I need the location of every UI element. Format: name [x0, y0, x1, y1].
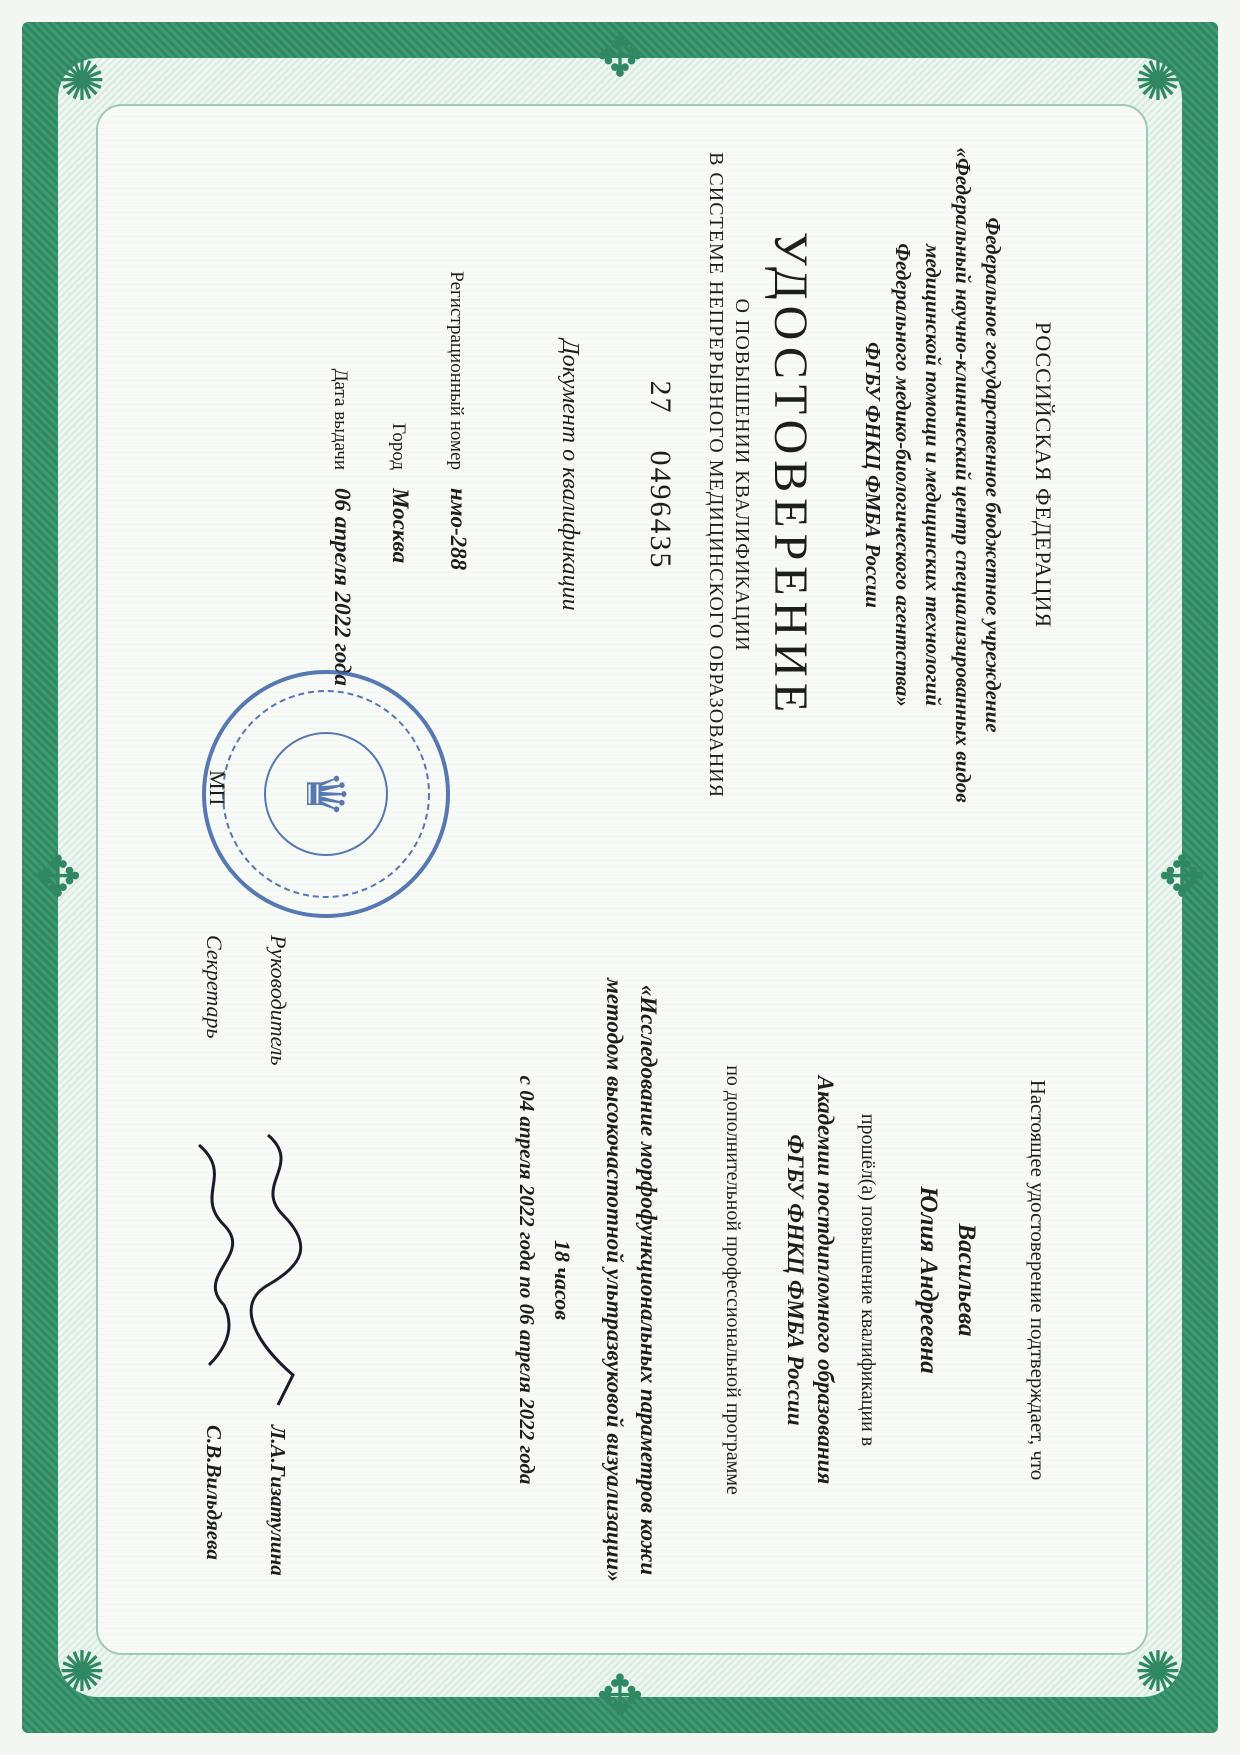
certificate-series: 27: [644, 380, 677, 415]
edge-rosette-icon: ✥: [596, 1666, 644, 1728]
subtitle-line: В СИСТЕМЕ НЕПРЕРЫВНОГО МЕДИЦИНСКОГО ОБРАЗОВАНИЯ: [705, 152, 727, 798]
certificate-subtitle: [703, 130, 755, 820]
city-label: Город: [388, 423, 409, 470]
subtitle-line: О ПОВЫШЕНИИ КВАЛИФИКАЦИИ: [731, 298, 753, 652]
program-hours: 18 часов: [550, 1239, 575, 1321]
organization-line: медицинской помощи и медицинских технологий: [921, 244, 945, 706]
edge-rosette-icon: ✥: [596, 27, 644, 89]
signatures-block: [182, 935, 310, 1625]
holder-surname: Васильева: [953, 1223, 980, 1337]
academy-line: Академии постдипломного образования: [813, 1075, 838, 1485]
academy-line: ФГБУ ФНКЦ ФМБА России: [783, 1134, 808, 1426]
corner-rosette-icon: ✺: [58, 51, 106, 113]
corner-rosette-icon: ✺: [1134, 51, 1182, 113]
program-intro: по дополнительной профессиональной программе: [722, 1065, 744, 1495]
seal-place-mark: МП: [205, 770, 230, 806]
holder-given-names: Юлия Андреевна: [915, 1186, 942, 1374]
head-name: Л.А.Гизатулина: [266, 1425, 291, 1576]
registration-number-label: Регистрационный номер: [446, 271, 467, 470]
program-line: методом высокочастотной ультразвуковой визуализации»: [602, 978, 627, 1582]
program-period: с 04 апреля 2022 года по 06 апреля 2022 года: [515, 1075, 539, 1485]
program-title: [597, 935, 665, 1625]
organization-line: «Федеральный научно-клинический центр специализированных видов: [951, 147, 975, 803]
secretary-signature-row: [182, 935, 246, 1625]
secretary-name: С.В.Вильдяева: [202, 1425, 227, 1560]
secretary-role-label: Секретарь: [202, 935, 227, 1039]
seal-ring: [222, 690, 430, 898]
official-seal-stamp: [202, 670, 450, 918]
registration-number-value: нмо-288: [446, 488, 471, 571]
head-role-label: Руководитель: [266, 935, 291, 1066]
edge-rosette-icon: ✥: [34, 847, 82, 909]
head-signature: [248, 1125, 308, 1425]
certificate-serial: 0496435: [644, 450, 677, 570]
organization-line: Федерального медико-биологического агентства»: [891, 243, 915, 707]
certificate-title: УДОСТОВЕРЕНИЕ: [764, 231, 817, 719]
issue-date-value: 06 апреля 2022 года: [330, 488, 355, 686]
country-heading: РОССИЙСКАЯ ФЕДЕРАЦИЯ: [1031, 321, 1056, 629]
organization-line: ФГБУ ФНКЦ ФМБА России: [861, 342, 885, 608]
organization-line: Федеральное государственное бюджетное учреждение: [981, 217, 1005, 733]
certificate-number: [643, 130, 677, 820]
academy-name: [780, 935, 840, 1625]
program-line: «Исследование морфофункциональных параметров кожи: [636, 984, 661, 1576]
issue-date-label: Дата выдачи: [330, 368, 351, 470]
issuing-organization: [858, 130, 1008, 820]
corner-rosette-icon: ✺: [58, 1642, 106, 1704]
corner-rosette-icon: ✺: [1134, 1642, 1182, 1704]
edge-rosette-icon: ✥: [1158, 847, 1206, 909]
registration-number-row: [428, 220, 486, 820]
city-value: Москва: [388, 488, 413, 564]
certificate-right-page: [160, 935, 1080, 1625]
confirmation-text: Настоящее удостоверение подтверждает, что: [1026, 1079, 1050, 1481]
secretary-signature: [184, 1125, 244, 1425]
eagle-emblem-icon: ♛: [264, 732, 388, 856]
training-statement: прошёл(а) повышение квалификации в: [857, 1113, 879, 1447]
document-type: Документ о квалификации: [557, 339, 583, 611]
head-signature-row: [246, 935, 310, 1625]
holder-name: [909, 935, 985, 1625]
